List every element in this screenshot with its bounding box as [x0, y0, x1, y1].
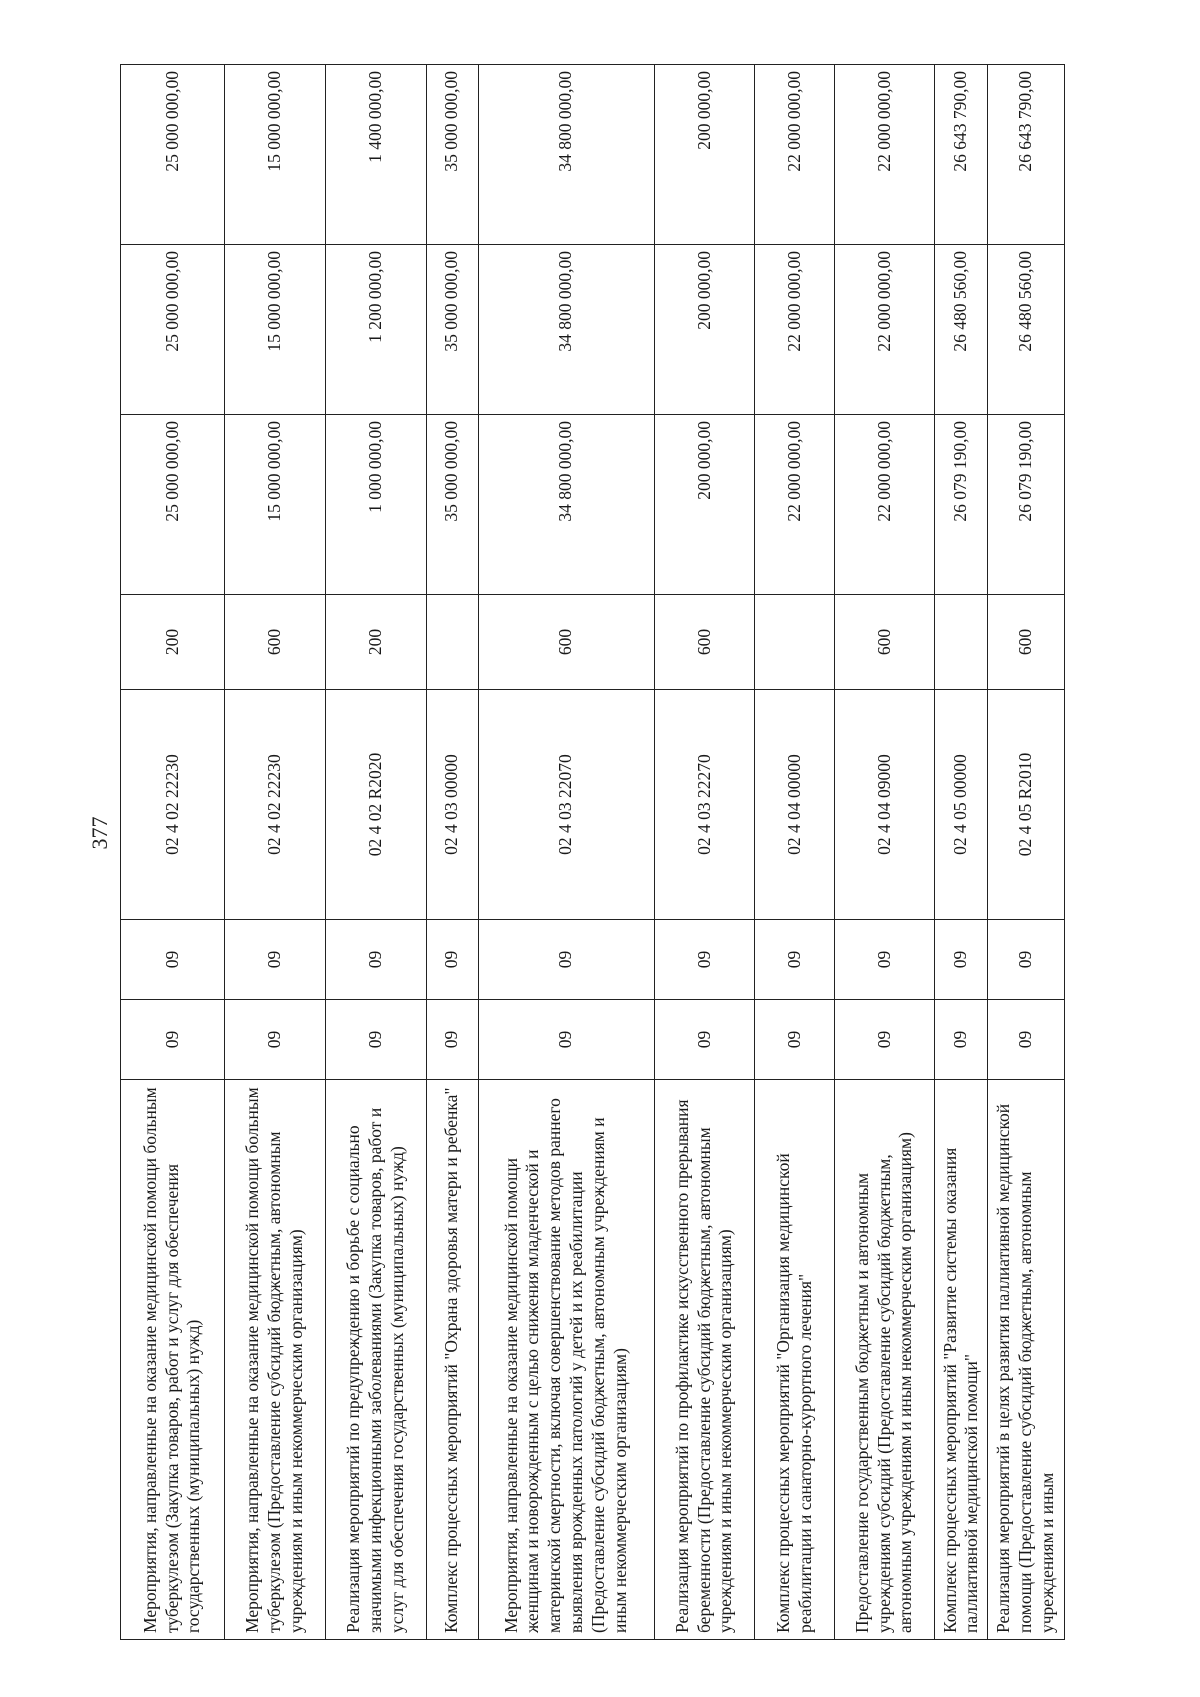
- amount-year2-cell: 22 000 000,00: [834, 245, 935, 415]
- table-row: [654, 65, 755, 1640]
- target-article-cell: 02 4 03 22270: [654, 690, 755, 920]
- subsection-code-cell: 09: [834, 920, 935, 1000]
- subsection-code-cell: 09: [654, 920, 755, 1000]
- subsection-code-cell: 09: [478, 920, 654, 1000]
- amount-year3-cell: 34 800 000,00: [478, 65, 654, 245]
- section-code-cell: 09: [834, 1000, 935, 1080]
- table-row: [755, 65, 834, 1640]
- amount-year1-cell: 22 000 000,00: [755, 415, 834, 595]
- amount-year1-cell: 1 000 000,00: [325, 415, 426, 595]
- amount-year3-cell: 25 000 000,00: [121, 65, 225, 245]
- budget-table: [120, 64, 1065, 1640]
- program-name-cell: Мероприятия, направленные на оказание медицинской помощи больным туберкулезом (Предоставление субсидий бюджетным, автономным учреждениям и иным некоммерческим организациям): [225, 1080, 326, 1640]
- amount-year3-cell: 22 000 000,00: [834, 65, 935, 245]
- amount-year3-cell: 22 000 000,00: [755, 65, 834, 245]
- section-code-cell: 09: [225, 1000, 326, 1080]
- section-code-cell: 09: [121, 1000, 225, 1080]
- amount-year3-cell: 26 643 790,00: [935, 65, 988, 245]
- amount-year2-cell: 15 000 000,00: [225, 245, 326, 415]
- target-article-cell: 02 4 02 22230: [121, 690, 225, 920]
- section-code-cell: 09: [935, 1000, 988, 1080]
- target-article-cell: 02 4 03 22070: [478, 690, 654, 920]
- program-name-cell: Предоставление государственным бюджетным и автономным учреждениям субсидий (Предоставление субсидий бюджетным, автономным учреждениям и иным некоммерческим организациям): [834, 1080, 935, 1640]
- subsection-code-cell: 09: [755, 920, 834, 1000]
- subsection-code-cell: 09: [935, 920, 988, 1000]
- table-row: [834, 65, 935, 1640]
- expense-type-cell: 600: [225, 595, 326, 690]
- amount-year3-cell: 200 000,00: [654, 65, 755, 245]
- target-article-cell: 02 4 05 00000: [935, 690, 988, 920]
- amount-year3-cell: 1 400 000,00: [325, 65, 426, 245]
- section-code-cell: 09: [478, 1000, 654, 1080]
- program-name-cell: Мероприятия, направленные на оказание медицинской помощи женщинам и новорожденным с целью снижения младенческой и материнской смертности, включая совершенствование методов раннего выявления врожденных патологий у детей и их реабилитации (Предоставление субсидий бюджетным, автономным учреждениям и иным некоммерческим организациям): [478, 1080, 654, 1640]
- amount-year2-cell: 35 000 000,00: [426, 245, 478, 415]
- section-code-cell: 09: [325, 1000, 426, 1080]
- section-code-cell: 09: [755, 1000, 834, 1080]
- amount-year3-cell: 35 000 000,00: [426, 65, 478, 245]
- amount-year2-cell: 1 200 000,00: [325, 245, 426, 415]
- expense-type-cell: [426, 595, 478, 690]
- expense-type-cell: 600: [834, 595, 935, 690]
- table-container: [120, 65, 1065, 1640]
- expense-type-cell: 200: [121, 595, 225, 690]
- expense-type-cell: 600: [654, 595, 755, 690]
- amount-year2-cell: 26 480 560,00: [935, 245, 988, 415]
- subsection-code-cell: 09: [121, 920, 225, 1000]
- section-code-cell: 09: [426, 1000, 478, 1080]
- target-article-cell: 02 4 02 22230: [225, 690, 326, 920]
- table-row: [988, 65, 1065, 1640]
- subsection-code-cell: 09: [426, 920, 478, 1000]
- expense-type-cell: [755, 595, 834, 690]
- amount-year2-cell: 22 000 000,00: [755, 245, 834, 415]
- table-row: [325, 65, 426, 1640]
- amount-year1-cell: 26 079 190,00: [988, 415, 1065, 595]
- amount-year1-cell: 35 000 000,00: [426, 415, 478, 595]
- amount-year3-cell: 15 000 000,00: [225, 65, 326, 245]
- amount-year2-cell: 25 000 000,00: [121, 245, 225, 415]
- target-article-cell: 02 4 05 R2010: [988, 690, 1065, 920]
- program-name-cell: Реализация мероприятий в целях развития паллиативной медицинской помощи (Предоставление субсидий бюджетным, автономным учреждениям и иным: [988, 1080, 1065, 1640]
- subsection-code-cell: 09: [988, 920, 1065, 1000]
- amount-year2-cell: 34 800 000,00: [478, 245, 654, 415]
- amount-year1-cell: 22 000 000,00: [834, 415, 935, 595]
- amount-year1-cell: 26 079 190,00: [935, 415, 988, 595]
- amount-year1-cell: 15 000 000,00: [225, 415, 326, 595]
- amount-year2-cell: 200 000,00: [654, 245, 755, 415]
- target-article-cell: 02 4 02 R2020: [325, 690, 426, 920]
- program-name-cell: Комплекс процессных мероприятий "Охрана здоровья матери и ребенка": [426, 1080, 478, 1640]
- page-number: 377: [87, 816, 112, 850]
- program-name-cell: Комплекс процессных мероприятий "Организация медицинской реабилитации и санаторно-курортного лечения": [755, 1080, 834, 1640]
- amount-year1-cell: 200 000,00: [654, 415, 755, 595]
- expense-type-cell: [935, 595, 988, 690]
- program-name-cell: Реализация мероприятий по профилактике искусственного прерывания беременности (Предоставление субсидий бюджетным, автономным учреждениям и иным некоммерческим организациям): [654, 1080, 755, 1640]
- target-article-cell: 02 4 03 00000: [426, 690, 478, 920]
- table-row: [426, 65, 478, 1640]
- target-article-cell: 02 4 04 00000: [755, 690, 834, 920]
- expense-type-cell: 600: [988, 595, 1065, 690]
- subsection-code-cell: 09: [225, 920, 326, 1000]
- expense-type-cell: 600: [478, 595, 654, 690]
- table-row: [935, 65, 988, 1640]
- amount-year1-cell: 25 000 000,00: [121, 415, 225, 595]
- table-row: [478, 65, 654, 1640]
- program-name-cell: Реализация мероприятий по предупреждению и борьбе с социально значимыми инфекционными заболеваниями (Закупка товаров, работ и услуг для обеспечения государственных (муниципальных) нужд): [325, 1080, 426, 1640]
- table-row: [121, 65, 225, 1640]
- subsection-code-cell: 09: [325, 920, 426, 1000]
- section-code-cell: 09: [988, 1000, 1065, 1080]
- table-row: [225, 65, 326, 1640]
- expense-type-cell: 200: [325, 595, 426, 690]
- section-code-cell: 09: [654, 1000, 755, 1080]
- program-name-cell: Комплекс процессных мероприятий "Развитие системы оказания паллиативной медицинской помощи": [935, 1080, 988, 1640]
- table-body: [121, 65, 1065, 1640]
- amount-year1-cell: 34 800 000,00: [478, 415, 654, 595]
- amount-year3-cell: 26 643 790,00: [988, 65, 1065, 245]
- program-name-cell: Мероприятия, направленные на оказание медицинской помощи больным туберкулезом (Закупка товаров, работ и услуг для обеспечения государственных (муниципальных) нужд): [121, 1080, 225, 1640]
- amount-year2-cell: 26 480 560,00: [988, 245, 1065, 415]
- target-article-cell: 02 4 04 09000: [834, 690, 935, 920]
